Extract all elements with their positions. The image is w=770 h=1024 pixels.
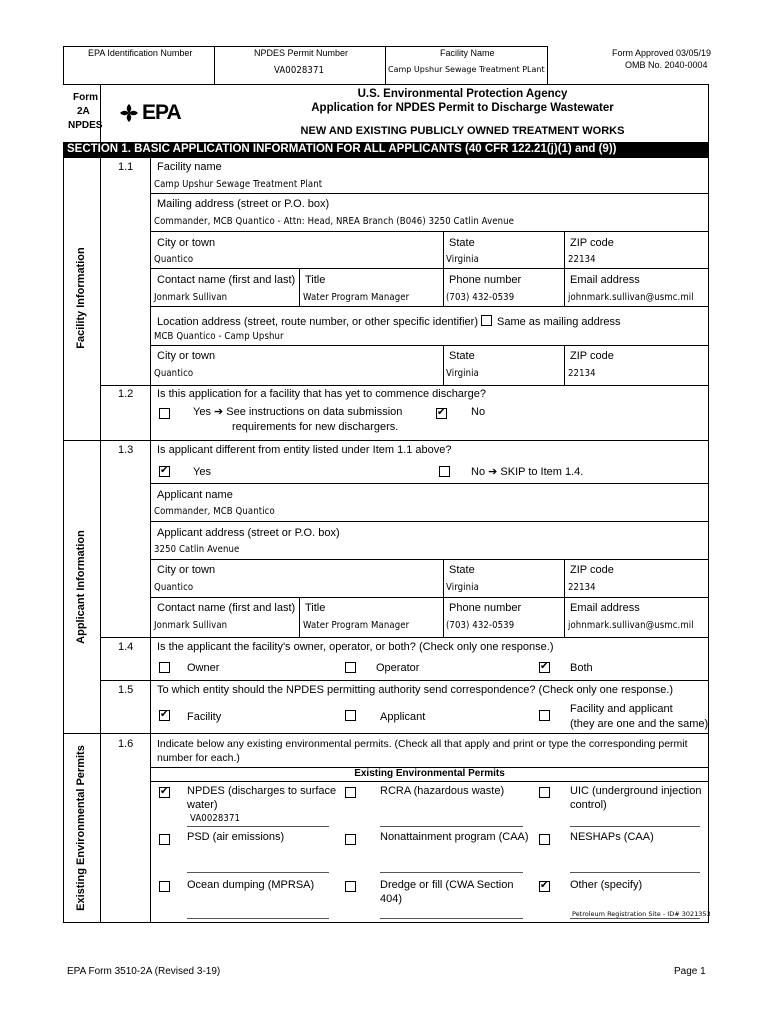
state2-label: State: [449, 350, 475, 362]
city-label: City or town: [157, 237, 216, 249]
zip2-label: ZIP code: [570, 350, 614, 362]
applicant-city-field[interactable]: Quantico: [154, 582, 194, 593]
form-number: 2A: [77, 106, 90, 117]
agency-title: U.S. Environmental Protection Agency: [357, 88, 568, 100]
epa-logo-text: EPA: [142, 101, 181, 124]
applicant-title-field[interactable]: Water Program Manager: [303, 620, 410, 631]
correspondence-facility-label: Facility: [187, 711, 222, 723]
facility-name-field[interactable]: Camp Upshur Sewage Treatment Plant: [154, 179, 323, 190]
npdes-permit-type-label-cont: water): [187, 799, 218, 811]
applicant-contact-label: Contact name (first and last): [157, 602, 296, 614]
title-field[interactable]: Water Program Manager: [303, 292, 410, 303]
applicant-different-yes-checkbox[interactable]: [159, 466, 170, 477]
rcra-checkbox[interactable]: [345, 787, 356, 798]
facility-name-field-label: Facility name: [157, 161, 222, 173]
email-field[interactable]: johnmark.sullivan@usmc.mil: [568, 292, 694, 303]
form-subtitle: NEW AND EXISTING PUBLICLY OWNED TREATMENT WORKS: [300, 125, 625, 137]
correspondence-both-label: Facility and applicant: [570, 703, 673, 715]
location-address-label: Location address (street, route number, or other specific identifier): [157, 316, 478, 328]
application-title: Application for NPDES Permit to Discharge Wastewater: [311, 102, 614, 114]
applicant-state-field[interactable]: Virginia: [446, 582, 479, 593]
applicant-different-yes-label: Yes: [193, 466, 211, 478]
operator-checkbox[interactable]: [345, 662, 356, 673]
permits-table-header: Existing Environmental Permits: [354, 768, 505, 779]
new-discharger-yes-checkbox[interactable]: [159, 408, 170, 419]
email-label: Email address: [570, 274, 640, 286]
neshaps-label: NESHAPs (CAA): [570, 831, 654, 843]
city-field[interactable]: Quantico: [154, 254, 194, 265]
side-label-permits: Existing Environmental Permits: [75, 745, 87, 911]
correspondence-applicant-label: Applicant: [380, 711, 426, 723]
applicant-city-label: City or town: [157, 564, 216, 576]
new-discharger-no-label: No: [471, 406, 486, 418]
epa-id-label: EPA Identification Number: [88, 48, 193, 58]
mailing-address-label: Mailing address (street or P.O. box): [157, 198, 330, 210]
correspondence-both-note: (they are one and the same): [570, 718, 709, 730]
city2-label: City or town: [157, 350, 216, 362]
new-discharger-yes-note: requirements for new dischargers.: [232, 421, 399, 433]
npdes-permit-value[interactable]: VA0028371: [274, 65, 325, 76]
applicant-different-no-label: No ➔ SKIP to Item 1.4.: [471, 466, 584, 478]
applicant-address-field[interactable]: 3250 Catlin Avenue: [154, 544, 240, 555]
footer-page-number: Page 1: [674, 966, 706, 977]
ocean-dumping-label: Ocean dumping (MPRSA): [187, 879, 315, 891]
operator-label: Operator: [376, 662, 420, 674]
same-as-mailing-label: Same as mailing address: [497, 316, 621, 328]
applicant-name-field[interactable]: Commander, MCB Quantico: [154, 506, 275, 517]
npdes-permit-number-field[interactable]: VA0028371: [190, 813, 241, 824]
item-1-2-number: 1.2: [118, 388, 134, 400]
new-discharger-no-checkbox[interactable]: [436, 408, 447, 419]
item-1-6-question: Indicate below any existing environmental permits. (Check all that apply and print or type the corresponding permit: [157, 738, 688, 750]
npdes-permit-checkbox[interactable]: [159, 787, 170, 798]
applicant-state-label: State: [449, 564, 475, 576]
facility-name-label: Facility Name: [440, 48, 495, 58]
contact-name-label: Contact name (first and last): [157, 274, 296, 286]
contact-name-field[interactable]: Jonmark Sullivan: [154, 292, 228, 303]
uic-checkbox[interactable]: [539, 787, 550, 798]
same-as-mailing-checkbox[interactable]: [481, 315, 492, 326]
item-1-5-number: 1.5: [118, 684, 134, 696]
applicant-contact-field[interactable]: Jonmark Sullivan: [154, 620, 228, 631]
nonattainment-label: Nonattainment program (CAA): [380, 831, 529, 843]
item-1-3-question: Is applicant different from entity listed under Item 1.1 above?: [157, 444, 452, 456]
applicant-phone-field[interactable]: (703) 432-0539: [446, 620, 515, 631]
ocean-dumping-checkbox[interactable]: [159, 881, 170, 892]
side-label-applicant: Applicant Information: [75, 530, 87, 644]
state-field[interactable]: Virginia: [446, 254, 479, 265]
form-approved: Form Approved 03/05/19: [612, 48, 712, 58]
item-1-4-question: Is the applicant the facility's owner, operator, or both? (Check only one response.): [157, 641, 554, 653]
section-title: SECTION 1. BASIC APPLICATION INFORMATION FOR ALL APPLICANTS (40 CFR 122.21(j)(1) and (9)): [67, 143, 617, 155]
correspondence-both-checkbox[interactable]: [539, 710, 550, 721]
phone-field[interactable]: (703) 432-0539: [446, 292, 515, 303]
psd-label: PSD (air emissions): [187, 831, 285, 843]
dredge-fill-label-cont: 404): [380, 893, 403, 905]
side-label-facility: Facility Information: [75, 247, 87, 349]
other-permit-label: Other (specify): [570, 879, 643, 891]
new-discharger-yes-label: Yes ➔ See instructions on data submission: [193, 406, 403, 418]
uic-label-cont: control): [570, 799, 607, 811]
dredge-fill-checkbox[interactable]: [345, 881, 356, 892]
item-1-4-number: 1.4: [118, 641, 134, 653]
owner-checkbox[interactable]: [159, 662, 170, 673]
location-address-field[interactable]: MCB Quantico - Camp Upshur: [154, 331, 284, 342]
owner-label: Owner: [187, 662, 220, 674]
zip2-field[interactable]: 22134: [568, 368, 596, 379]
nonattainment-checkbox[interactable]: [345, 834, 356, 845]
phone-label: Phone number: [449, 274, 522, 286]
dredge-fill-label: Dredge or fill (CWA Section: [380, 879, 514, 891]
applicant-email-field[interactable]: johnmark.sullivan@usmc.mil: [568, 620, 694, 631]
form-label: Form: [73, 92, 98, 103]
item-1-1-number: 1.1: [118, 161, 134, 173]
item-1-6-number: 1.6: [118, 738, 134, 750]
form-npdes: NPDES: [68, 120, 103, 131]
applicant-phone-label: Phone number: [449, 602, 522, 614]
state-label: State: [449, 237, 475, 249]
applicant-address-label: Applicant address (street or P.O. box): [157, 527, 340, 539]
neshaps-checkbox[interactable]: [539, 834, 550, 845]
rcra-label: RCRA (hazardous waste): [380, 785, 505, 797]
item-1-5-question: To which entity should the NPDES permitting authority send correspondence? (Check only one response.): [157, 684, 674, 696]
item-1-2-question: Is this application for a facility that has yet to commence discharge?: [157, 388, 486, 400]
psd-checkbox[interactable]: [159, 834, 170, 845]
zip-field[interactable]: 22134: [568, 254, 596, 265]
facility-name-value[interactable]: Camp Upshur Sewage Treatment PLant: [388, 65, 545, 74]
npdes-permit-label: NPDES Permit Number: [254, 48, 349, 58]
mailing-address-field[interactable]: Commander, MCB Quantico - Attn: Head, NREA Branch (B046) 3250 Catlin Avenue: [154, 216, 514, 227]
omb-number: OMB No. 2040-0004: [625, 60, 708, 70]
item-1-6-question-cont: number for each.): [157, 752, 240, 764]
both-label: Both: [570, 662, 593, 674]
other-permit-checkbox[interactable]: [539, 881, 550, 892]
correspondence-facility-checkbox[interactable]: [159, 710, 170, 721]
title-label: Title: [305, 274, 326, 286]
city2-field[interactable]: Quantico: [154, 368, 194, 379]
both-checkbox[interactable]: [539, 662, 550, 673]
applicant-zip-field[interactable]: 22134: [568, 582, 596, 593]
correspondence-applicant-checkbox[interactable]: [345, 710, 356, 721]
applicant-title-label: Title: [305, 602, 326, 614]
applicant-name-label: Applicant name: [157, 489, 233, 501]
npdes-permit-type-label: NPDES (discharges to surface: [187, 785, 337, 797]
applicant-zip-label: ZIP code: [570, 564, 614, 576]
applicant-different-no-checkbox[interactable]: [439, 466, 450, 477]
item-1-3-number: 1.3: [118, 444, 134, 456]
zip-label: ZIP code: [570, 237, 614, 249]
state2-field[interactable]: Virginia: [446, 368, 479, 379]
footer-form-id: EPA Form 3510-2A (Revised 3-19): [67, 966, 221, 977]
uic-label: UIC (underground injection: [570, 785, 702, 797]
applicant-email-label: Email address: [570, 602, 640, 614]
other-permit-field[interactable]: Petroleum Registration Site - ID# 3021353: [572, 910, 711, 918]
